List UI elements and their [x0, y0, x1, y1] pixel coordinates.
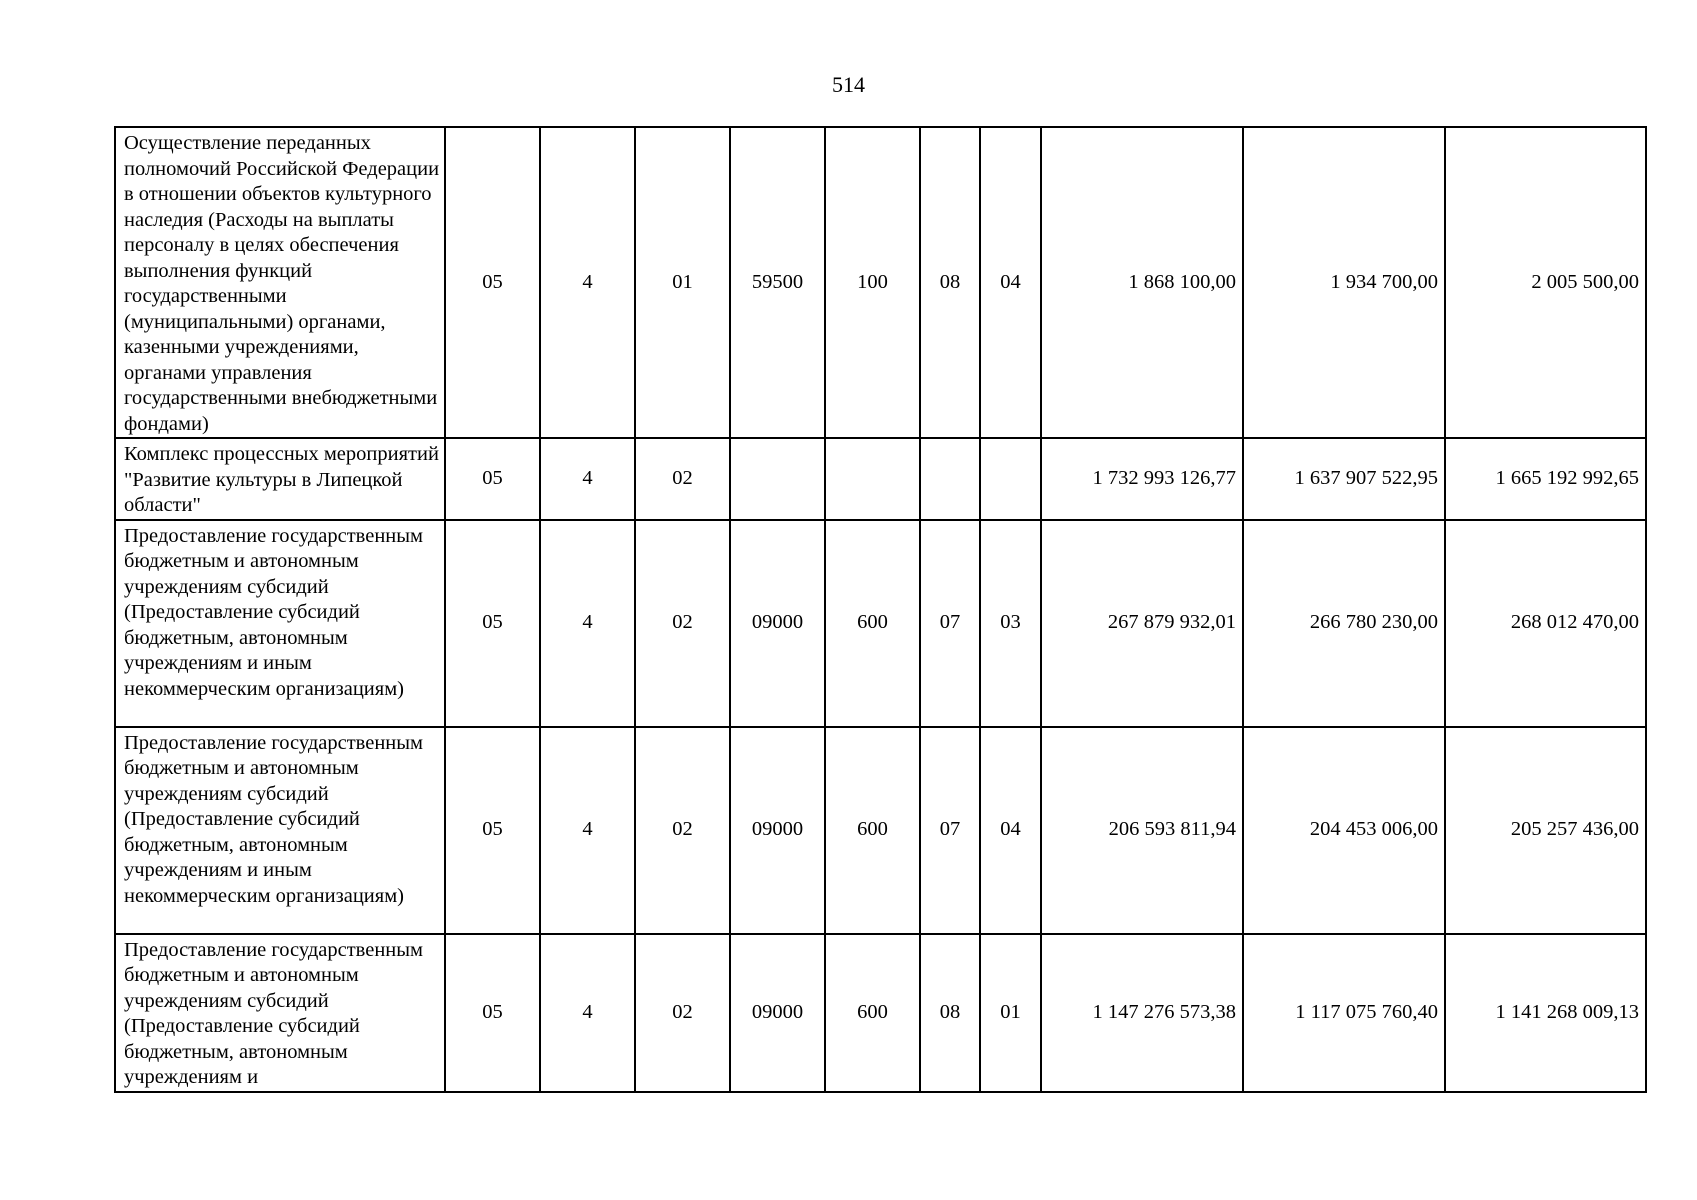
- row-description: Предоставление государственным бюджетным и автономным учреждениям субсидий (Предоставление субсидий бюджетным, автономным учреждениям и: [115, 934, 445, 1092]
- amount-year-3: 1 665 192 992,65: [1445, 438, 1646, 520]
- subsection-code: 01: [980, 934, 1041, 1092]
- amount-year-1: 1 147 276 573,38: [1041, 934, 1243, 1092]
- amount-year-1: 267 879 932,01: [1041, 520, 1243, 727]
- program-code: 05: [445, 438, 540, 520]
- amount-year-2: 1 934 700,00: [1243, 127, 1445, 438]
- amount-year-1: 206 593 811,94: [1041, 727, 1243, 934]
- row-description: Комплекс процессных мероприятий "Развитие культуры в Липецкой области": [115, 438, 445, 520]
- amount-year-1: 1 732 993 126,77: [1041, 438, 1243, 520]
- row-description: Предоставление государственным бюджетным и автономным учреждениям субсидий (Предоставление субсидий бюджетным, автономным учреждениям и иным некоммерческим организациям): [115, 520, 445, 727]
- table-row: [115, 520, 1646, 727]
- table-row: [115, 934, 1646, 1092]
- row-description: Осуществление переданных полномочий Российской Федерации в отношении объектов культурного наследия (Расходы на выплаты персоналу в целях обеспечения выполнения функций государственными (муниципальными) органами, казенными учреждениями, органами управления государственными внебюджетными фондами): [115, 127, 445, 438]
- amount-year-2: 1 637 907 522,95: [1243, 438, 1445, 520]
- section-code: 07: [920, 520, 980, 727]
- amount-year-2: 266 780 230,00: [1243, 520, 1445, 727]
- amount-year-1: 1 868 100,00: [1041, 127, 1243, 438]
- amount-year-3: 268 012 470,00: [1445, 520, 1646, 727]
- subsection-code: 04: [980, 127, 1041, 438]
- amount-year-3: 205 257 436,00: [1445, 727, 1646, 934]
- amount-year-3: 2 005 500,00: [1445, 127, 1646, 438]
- section-code: 08: [920, 127, 980, 438]
- activity-code: 01: [635, 127, 730, 438]
- expense-type-code: 600: [825, 520, 920, 727]
- expense-type-code: [825, 438, 920, 520]
- expense-type-code: 100: [825, 127, 920, 438]
- activity-code: 02: [635, 727, 730, 934]
- direction-code: 09000: [730, 520, 825, 727]
- direction-code: 09000: [730, 934, 825, 1092]
- section-code: 07: [920, 727, 980, 934]
- subsection-code: 03: [980, 520, 1041, 727]
- amount-year-3: 1 141 268 009,13: [1445, 934, 1646, 1092]
- subprogram-code: 4: [540, 438, 635, 520]
- program-code: 05: [445, 934, 540, 1092]
- table-row: [115, 127, 1646, 438]
- program-code: 05: [445, 127, 540, 438]
- page-number: 514: [832, 72, 865, 97]
- subsection-code: [980, 438, 1041, 520]
- amount-year-2: 204 453 006,00: [1243, 727, 1445, 934]
- subsection-code: 04: [980, 727, 1041, 934]
- row-description: Предоставление государственным бюджетным и автономным учреждениям субсидий (Предоставление субсидий бюджетным, автономным учреждениям и иным некоммерческим организациям): [115, 727, 445, 934]
- subprogram-code: 4: [540, 127, 635, 438]
- budget-table: [114, 126, 1647, 1093]
- section-code: [920, 438, 980, 520]
- program-code: 05: [445, 727, 540, 934]
- expense-type-code: 600: [825, 934, 920, 1092]
- activity-code: 02: [635, 438, 730, 520]
- direction-code: [730, 438, 825, 520]
- direction-code: 59500: [730, 127, 825, 438]
- subprogram-code: 4: [540, 727, 635, 934]
- amount-year-2: 1 117 075 760,40: [1243, 934, 1445, 1092]
- table-row: [115, 727, 1646, 934]
- table-row: [115, 438, 1646, 520]
- activity-code: 02: [635, 520, 730, 727]
- activity-code: 02: [635, 934, 730, 1092]
- expense-type-code: 600: [825, 727, 920, 934]
- program-code: 05: [445, 520, 540, 727]
- subprogram-code: 4: [540, 520, 635, 727]
- section-code: 08: [920, 934, 980, 1092]
- direction-code: 09000: [730, 727, 825, 934]
- subprogram-code: 4: [540, 934, 635, 1092]
